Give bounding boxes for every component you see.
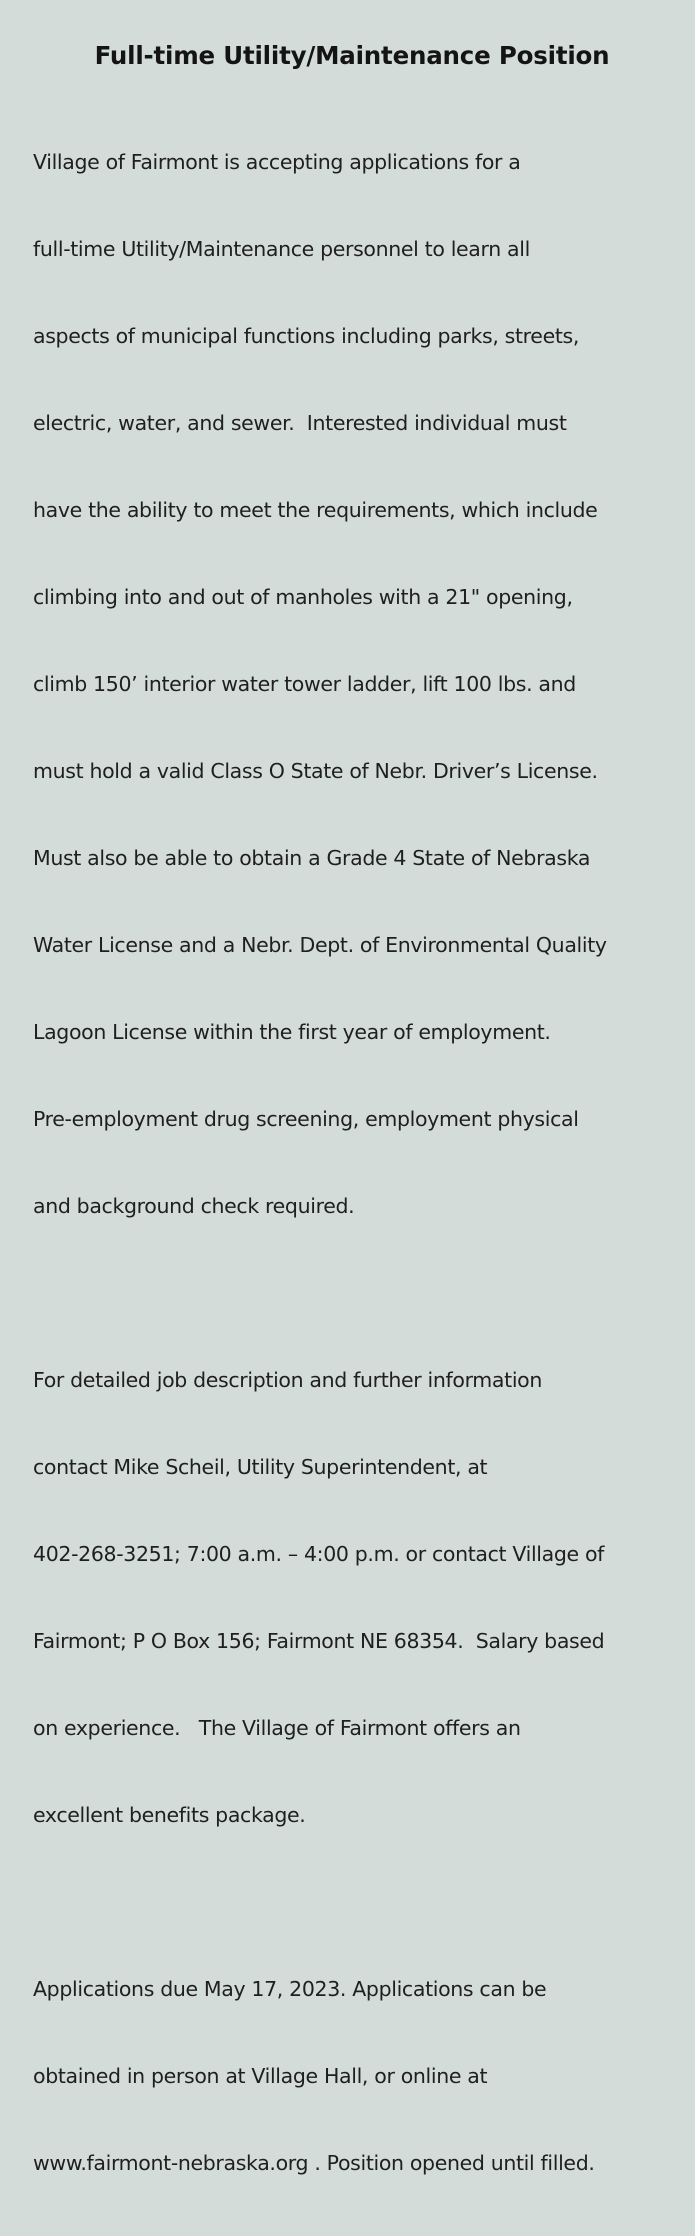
text-line: aspects of municipal functions including parks, streets, xyxy=(33,324,580,348)
text-line: Water License and a Nebr. Dept. of Environmental Quality xyxy=(33,933,607,957)
text-line: have the ability to meet the requirements, which include xyxy=(33,498,598,522)
text-line: climb 150’ interior water tower ladder, lift 100 lbs. and xyxy=(33,672,576,696)
text-line: Must also be able to obtain a Grade 4 State of Nebraska xyxy=(33,846,591,870)
text-line: and background check required. xyxy=(33,1194,355,1218)
text-line: excellent benefits package. xyxy=(33,1803,306,1827)
paragraph-contact-information xyxy=(33,1308,671,1888)
text-line: on experience. The Village of Fairmont offers an xyxy=(33,1716,521,1740)
text-line: Pre-employment drug screening, employment physical xyxy=(33,1107,579,1131)
page-title: Full-time Utility/Maintenance Position xyxy=(94,41,610,70)
text-line: full-time Utility/Maintenance personnel to learn all xyxy=(33,237,530,261)
text-line: climbing into and out of manholes with a 21" opening, xyxy=(33,585,573,609)
text-line: For detailed job description and further information xyxy=(33,1368,542,1392)
text-line: Fairmont; P O Box 156; Fairmont NE 68354. Salary based xyxy=(33,1629,605,1653)
text-line: 402-268-3251; 7:00 a.m. – 4:00 p.m. or contact Village of xyxy=(33,1542,605,1566)
text-line: contact Mike Scheil, Utility Superintendent, at xyxy=(33,1455,488,1479)
text-line: Lagoon License within the first year of employment. xyxy=(33,1020,551,1044)
text-line: Village of Fairmont is accepting applications for a xyxy=(33,150,521,174)
text-line: must hold a valid Class O State of Nebr. Driver’s License. xyxy=(33,759,598,783)
text-line: electric, water, and sewer. Interested individual must xyxy=(33,411,567,435)
text-line: www.fairmont-nebraska.org . Position opened until filled. xyxy=(33,2151,595,2175)
paragraph-application-details xyxy=(33,1917,671,2236)
text-line: Applications due May 17, 2023. Applications can be xyxy=(33,1977,547,2001)
text-line: obtained in person at Village Hall, or online at xyxy=(33,2064,488,2088)
paragraph-job-description xyxy=(33,90,671,1279)
